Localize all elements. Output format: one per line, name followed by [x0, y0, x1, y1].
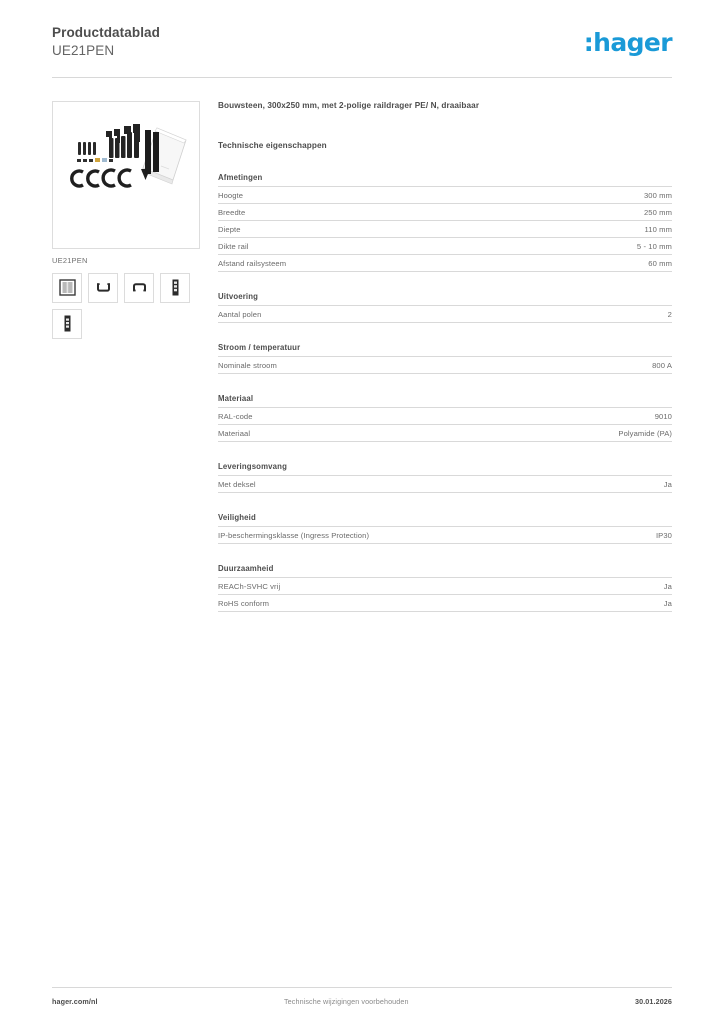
- technical-properties-heading: Technische eigenschappen: [218, 141, 327, 151]
- page-header: [52, 0, 672, 60]
- spec-row: [218, 204, 672, 221]
- spec-group-title: Leveringsomvang: [218, 462, 672, 476]
- spec-label: Materiaal: [218, 428, 251, 438]
- document-type-title: Productdatablad: [52, 25, 161, 40]
- thumbnail-bracket-u-view[interactable]: [88, 273, 118, 303]
- spec-value: 2: [667, 309, 672, 319]
- spec-row: [218, 527, 672, 544]
- thumbnail-rail-detail-view[interactable]: [52, 309, 82, 339]
- spec-value: 250 mm: [643, 207, 672, 217]
- footer-disclaimer: Technische wijzigingen voorbehouden: [283, 997, 409, 1006]
- spec-label: Breedte: [218, 207, 246, 217]
- spec-label: Hoogte: [218, 190, 244, 200]
- spec-value: 110 mm: [644, 224, 672, 234]
- spec-label: RoHS conform: [218, 598, 269, 608]
- spec-row: [218, 238, 672, 255]
- spec-row: [218, 255, 672, 272]
- spec-group-title: Uitvoering: [218, 292, 672, 306]
- spec-group-title: Stroom / temperatuur: [218, 343, 672, 357]
- spec-label: Aantal polen: [218, 309, 262, 319]
- spec-label: Diepte: [218, 224, 241, 234]
- spec-row: [218, 221, 672, 238]
- spec-label: REACh-SVHC vrij: [218, 581, 281, 591]
- spec-group: [218, 173, 672, 272]
- footer-divider: [52, 987, 672, 988]
- spec-row: [218, 306, 672, 323]
- spec-row: [218, 595, 672, 612]
- page-content: [52, 101, 672, 613]
- spec-row: [218, 578, 672, 595]
- product-main-image[interactable]: [52, 101, 200, 249]
- spec-group: [218, 343, 672, 374]
- spec-row: [218, 408, 672, 425]
- thumbnail-bracket-arch-view[interactable]: [124, 273, 154, 303]
- spec-group-title: Duurzaamheid: [218, 564, 672, 578]
- product-image-caption: UE21PEN: [52, 255, 88, 265]
- product-specifications-column: [218, 101, 672, 613]
- hager-logo: :hager: [583, 28, 672, 57]
- footer-date: 30.01.2026: [635, 997, 672, 1006]
- spec-label: IP-beschermingsklasse (Ingress Protection): [218, 530, 370, 540]
- spec-group: [218, 564, 672, 612]
- spec-value: IP30: [655, 530, 672, 540]
- spec-group-title: Materiaal: [218, 394, 672, 408]
- header-divider: [52, 77, 672, 78]
- footer-row: [52, 997, 672, 1006]
- thumbnail-rail-side-view[interactable]: [160, 273, 190, 303]
- header-title-block: [52, 24, 160, 60]
- page-footer: [52, 987, 672, 1006]
- spec-value: Ja: [663, 479, 672, 489]
- spec-group: [218, 513, 672, 544]
- spec-row: [218, 357, 672, 374]
- spec-value: 800 A: [652, 360, 672, 370]
- spec-group: [218, 292, 672, 323]
- spec-group-title: Veiligheid: [218, 513, 672, 527]
- spec-value: Ja: [663, 581, 672, 591]
- spec-value: 300 mm: [643, 190, 672, 200]
- product-description: Bouwsteen, 300x250 mm, met 2-polige raildrager PE/ N, draaibaar: [218, 100, 480, 110]
- spec-row: [218, 425, 672, 442]
- thumbnail-front-view[interactable]: [52, 273, 82, 303]
- specification-groups: [218, 173, 672, 612]
- spec-group: [218, 394, 672, 442]
- spec-row: [218, 476, 672, 493]
- spec-value: 9010: [654, 411, 672, 421]
- spec-value: Ja: [663, 598, 672, 608]
- spec-label: Afstand railsysteem: [218, 258, 287, 268]
- spec-value: Polyamide (PA): [618, 428, 672, 438]
- spec-label: Nominale stroom: [218, 360, 277, 370]
- product-thumbnail-strip: [52, 273, 200, 339]
- spec-value: 60 mm: [648, 258, 672, 268]
- spec-value: 5 - 10 mm: [636, 241, 672, 251]
- product-reference-title: UE21PEN: [52, 43, 115, 59]
- spec-group-title: Afmetingen: [218, 173, 672, 187]
- spec-label: Met deksel: [218, 479, 256, 489]
- product-media-column: [52, 101, 200, 339]
- spec-group: [218, 462, 672, 493]
- spec-row: [218, 187, 672, 204]
- footer-website-link[interactable]: hager.com/nl: [52, 997, 98, 1006]
- spec-label: RAL-code: [218, 411, 253, 421]
- spec-label: Dikte rail: [218, 241, 249, 251]
